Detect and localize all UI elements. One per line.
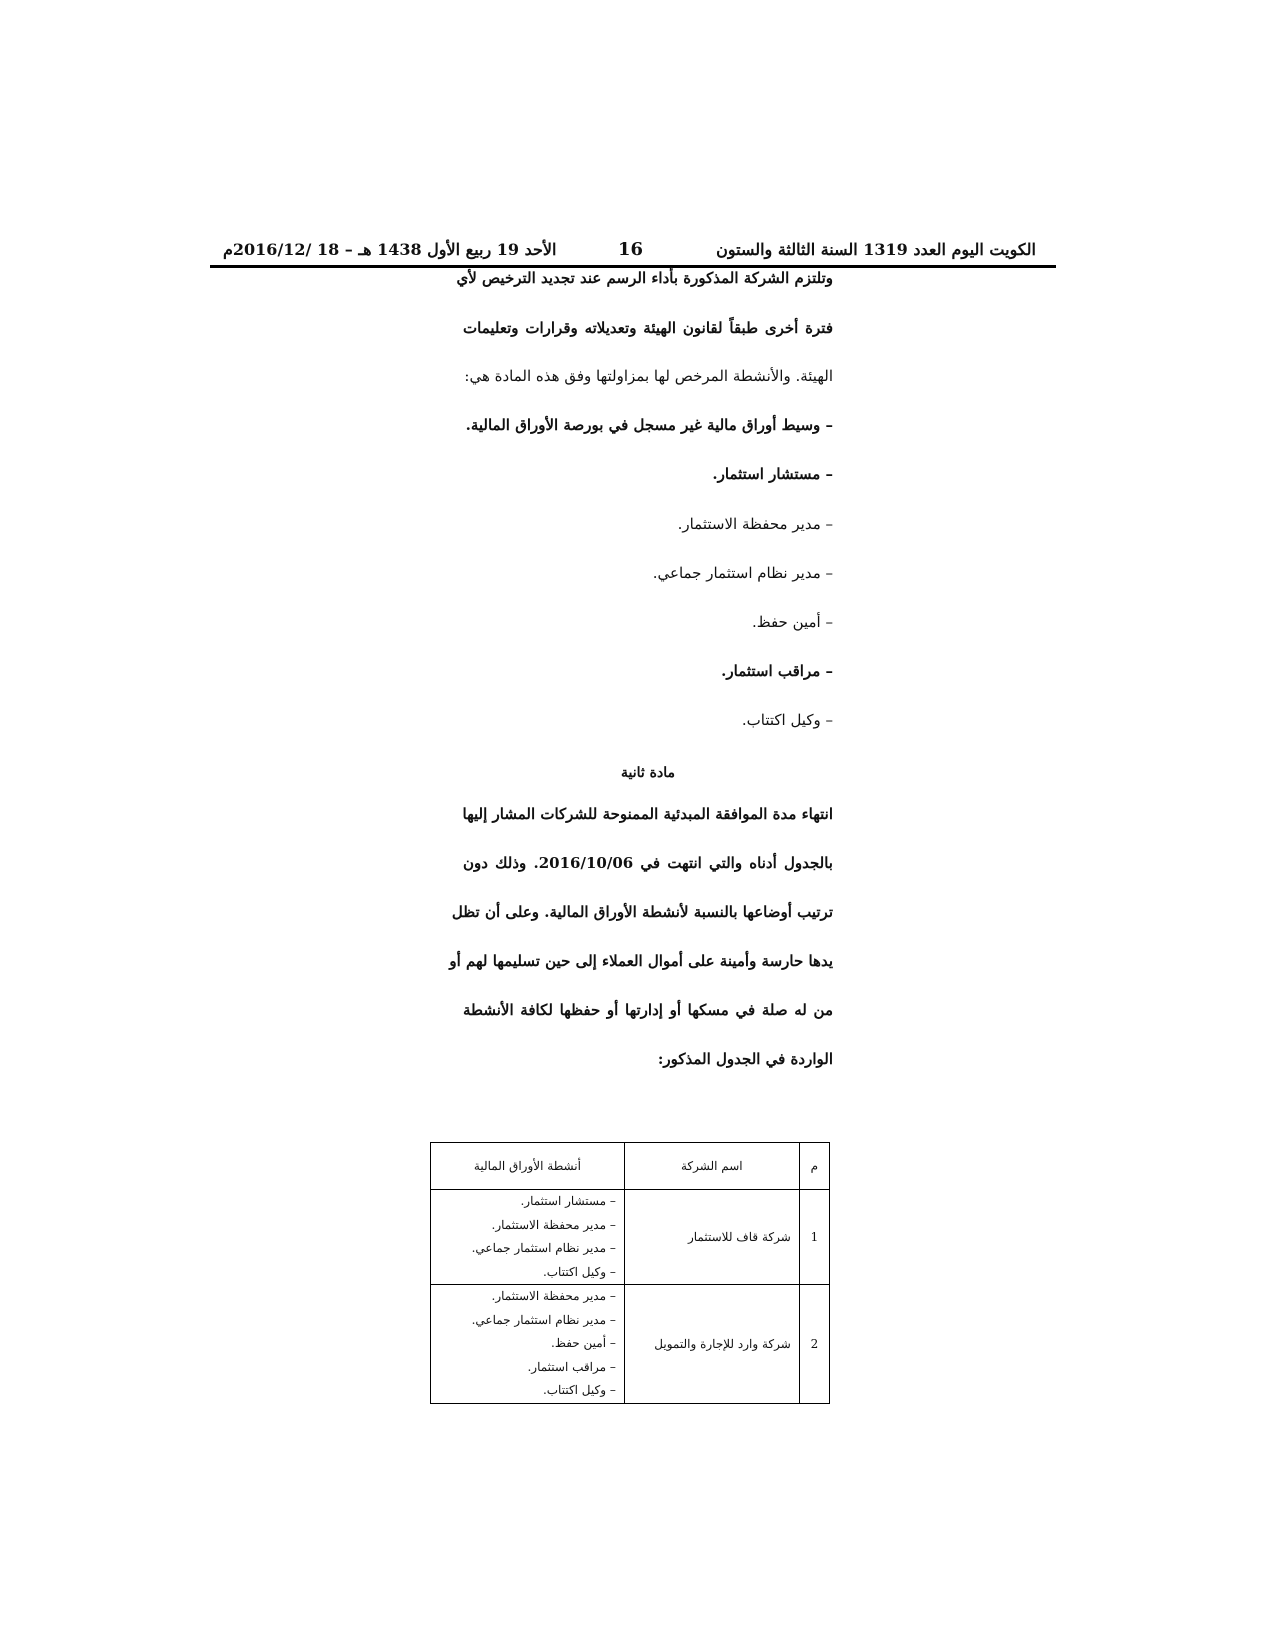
table-row (431, 1190, 830, 1285)
header-date: الأحد 19 ربيع الأول 1438 هـ – 18 /2016/12م (223, 240, 557, 259)
activity-entry: – وكيل اكتتاب. (542, 1383, 616, 1397)
article-line: بالجدول أدناه والتي انتهت في 2016/10/06. وذلك دون (463, 854, 833, 872)
activity-item: – مراقب استثمار. (721, 662, 833, 680)
activity-entry: – وكيل اكتتاب. (542, 1264, 616, 1279)
company-name: شركة قاف للاستثمار (624, 1190, 799, 1285)
activity-entry: – مستشار استثمار. (520, 1194, 616, 1208)
page-number: 16 (618, 239, 644, 260)
company-activities (431, 1190, 625, 1285)
intro-line: وتلتزم الشركة المذكورة بأداء الرسم عند تجديد الترخيص لأي (456, 269, 833, 287)
row-number: 2 (799, 1285, 829, 1404)
article-line: يدها حارسة وأمينة على أموال العملاء إلى حين تسليمها لهم أو (449, 952, 833, 970)
column-header-activities: أنشطة الأوراق المالية (431, 1143, 625, 1190)
activity-entry: – مدير نظام استثمار جماعي. (471, 1241, 616, 1255)
activity-entry: – مراقب استثمار. (527, 1359, 616, 1374)
activity-item: – مدير نظام استثمار جماعي. (652, 564, 833, 582)
table-header-row (431, 1143, 830, 1190)
intro-line: فترة أخرى طبقاً لقانون الهيئة وتعديلاته وقرارات وتعليمات (463, 319, 833, 337)
column-header-number: م (799, 1143, 829, 1190)
article-line: انتهاء مدة الموافقة المبدئية الممنوحة للشركات المشار إليها (462, 805, 833, 823)
table-row (431, 1285, 830, 1404)
companies-table (430, 1142, 830, 1404)
activity-entry: – مدير محفظة الاستثمار. (491, 1289, 616, 1303)
article-line: من له صلة في مسكها أو إدارتها أو حفظها لكافة الأنشطة (463, 1001, 833, 1019)
activity-item: – وسيط أوراق مالية غير مسجل في بورصة الأوراق المالية. (465, 416, 833, 434)
article-line: ترتيب أوضاعها بالنسبة لأنشطة الأوراق المالية. وعلى أن تظل (451, 903, 833, 921)
activity-item: – وكيل اكتتاب. (741, 711, 833, 729)
company-activities (431, 1285, 625, 1404)
header-issue-info: الكويت اليوم العدد 1319 السنة الثالثة والستون (716, 240, 1036, 259)
activity-item: – مستشار استثمار. (712, 465, 833, 483)
article-line: الواردة في الجدول المذكور: (657, 1050, 833, 1068)
row-number: 1 (799, 1190, 829, 1285)
column-header-company: اسم الشركة (624, 1143, 799, 1190)
activity-entry: – أمين حفظ. (551, 1336, 616, 1350)
activity-item: – مدير محفظة الاستثمار. (677, 515, 833, 533)
company-name: شركة وارد للإجارة والتمويل (624, 1285, 799, 1404)
activity-item: – أمين حفظ. (751, 613, 833, 631)
article-heading: مادة ثانية (621, 765, 675, 781)
activity-entry: – مدير محفظة الاستثمار. (491, 1217, 616, 1232)
intro-line: الهيئة. والأنشطة المرخص لها بمزاولتها وفق هذه المادة هي: (464, 367, 833, 385)
activity-entry: – مدير نظام استثمار جماعي. (471, 1312, 616, 1327)
